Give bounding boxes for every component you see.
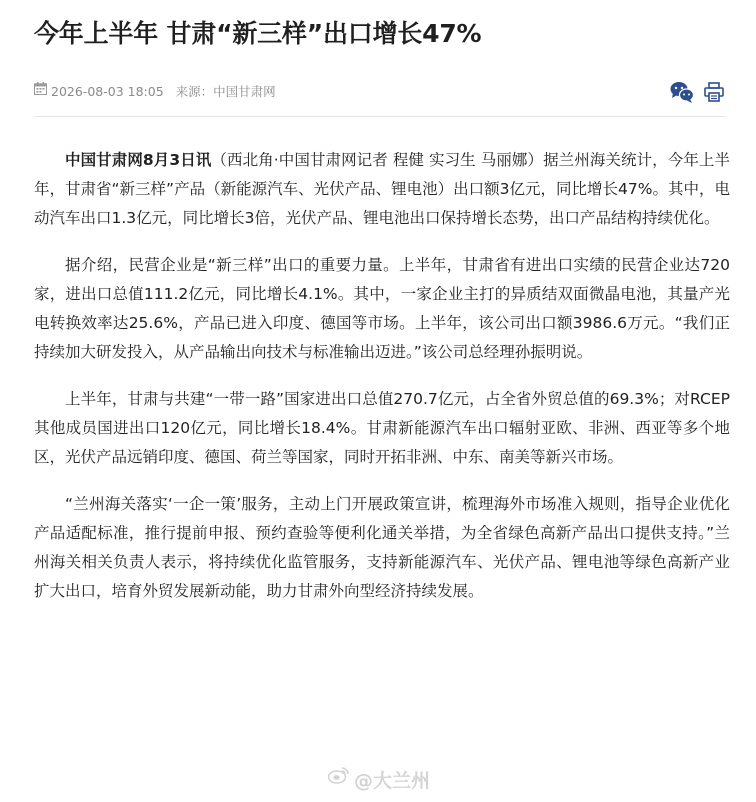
paragraph-2: 据介绍，民营企业是“新三样”出口的重要力量。上半年，甘肃省有进出口实绩的民营企业达720家，进出口总值111.2亿元，同比增长4.1%。其中，一家企业主打的异质结双面微晶电池，其量产光电转换效率达25.6%，产品已进入印度、德国等市场。上半年，该公司出口额3986.6万元。“我们正持续加大研发投入，从产品输出向技术与标准输出迈进。”该公司总经理孙振明说。 (34, 256, 730, 361)
publish-date: 2026-08-03 18:05 (51, 84, 164, 99)
print-icon[interactable] (704, 82, 724, 108)
paragraph-1 (34, 146, 730, 233)
paragraph-1-text: （西北角·中国甘肃网记者 程健 实习生 马丽娜）据兰州海关统计，今年上半年，甘肃省“新三样”产品（新能源汽车、光伏产品、锂电池）出口额3亿元，同比增长47%。其中，电动汽车出口1.3亿元，同比增长3倍，光伏产品、锂电池出口保持增长态势，出口产品结构持续优化。 (34, 151, 730, 227)
paragraph-4: “兰州海关落实‘一企一策’服务，主动上门开展政策宣讲，梳理海外市场准入规则，指导企业优化产品适配标准，推行提前申报、预约查验等便利化通关举措，为全省绿色高新产品出口提供支持。”兰州海关相关负责人表示，将持续优化监管服务，支持新能源汽车、光伏产品、锂电池等绿色高新产业扩大出口，培育外贸发展新动能，助力甘肃外向型经济持续发展。 (34, 495, 730, 600)
wechat-icon[interactable] (670, 81, 694, 109)
weibo-icon (328, 766, 350, 793)
source-label: 来源： (175, 84, 214, 99)
source-name: 中国甘肃网 (213, 84, 276, 99)
watermark-text: @大兰州 (354, 770, 431, 792)
article-title: 今年上半年 甘肃“新三样”出口增长47% (34, 19, 482, 48)
dateline: 中国甘肃网8月3日讯 (65, 151, 212, 169)
article-meta (34, 82, 724, 102)
weibo-watermark (328, 768, 430, 794)
article-body (34, 146, 730, 624)
calendar-icon (34, 81, 47, 101)
header-divider (34, 116, 726, 117)
paragraph-3: 上半年，甘肃与共建“一带一路”国家进出口总值270.7亿元，占全省外贸总值的69.3%；对RCEP其他成员国进出口120亿元，同比增长18.4%。甘肃新能源汽车出口辐射亚欧、非洲、西亚等多个地区，光伏产品远销印度、德国、荷兰等国家，同时开拓非洲、中东、南美等新兴市场。 (34, 390, 730, 466)
